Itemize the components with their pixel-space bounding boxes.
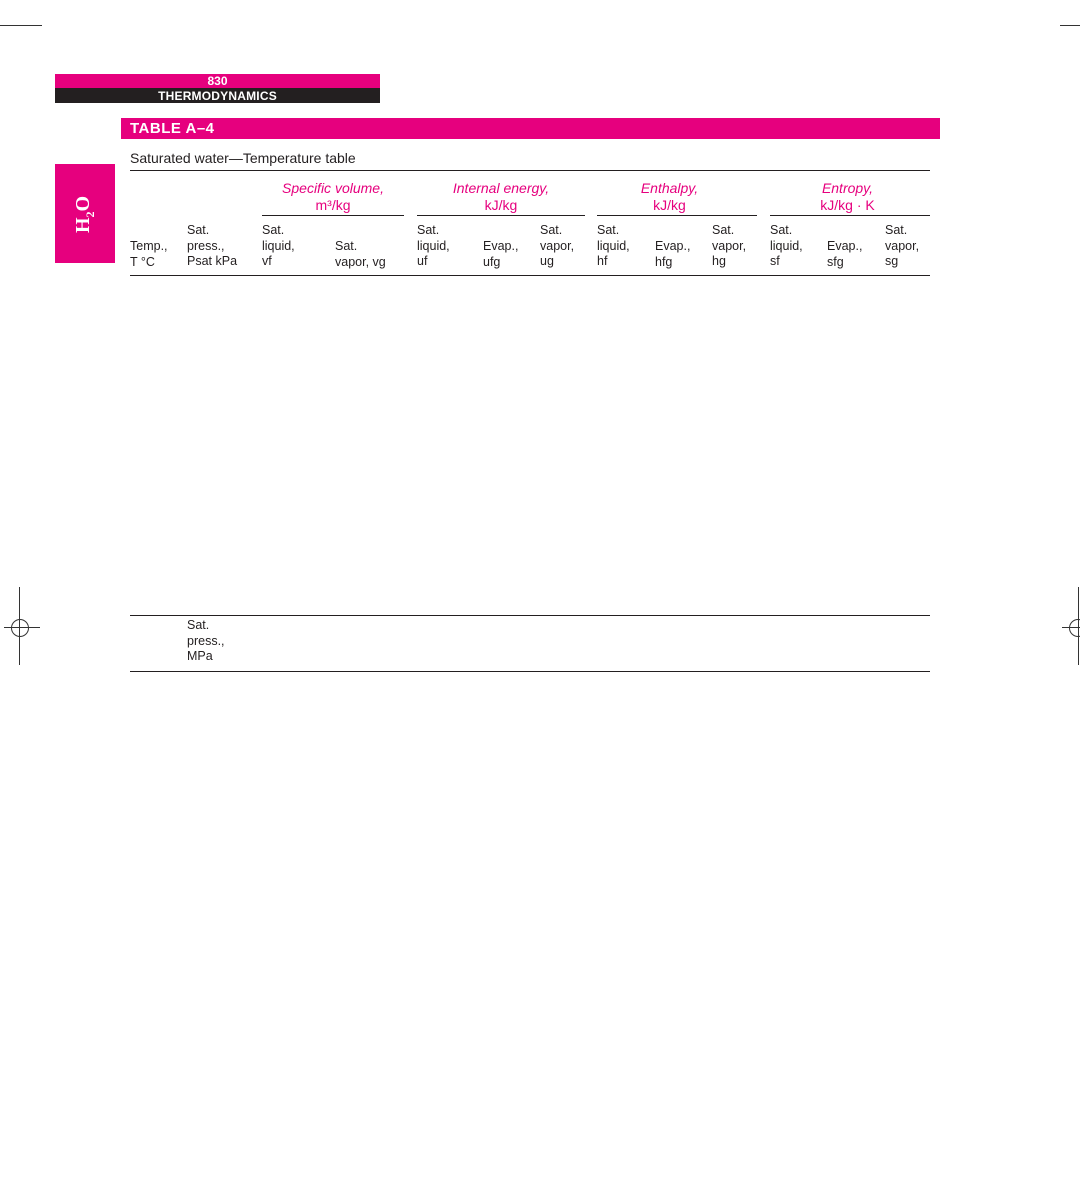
crop-mark-top-left	[0, 25, 42, 26]
crop-mark-top-right	[1060, 25, 1080, 26]
rule-header-bottom	[130, 275, 930, 276]
rule-top	[130, 170, 930, 171]
col-header-sfg: Evap., sfg	[827, 239, 863, 269]
col-header-hfg: Evap., hfg	[655, 239, 691, 269]
col-header-sf: Sat. liquid, sf	[770, 223, 803, 268]
page-number: 830	[55, 74, 380, 88]
table-title: TABLE A–4	[121, 118, 940, 139]
group-specific-volume: Specific volume, m³/kg	[282, 180, 384, 213]
rule-mpa-header-bottom	[130, 671, 930, 672]
rule-group-s	[770, 215, 930, 216]
col-header-vg: Sat. vapor, vg	[335, 239, 386, 269]
side-tab-label: $H_2O$	[72, 195, 97, 233]
col-header-temp: Temp., T °C	[130, 239, 168, 269]
col-header-hg: Sat. vapor, hg	[712, 223, 747, 268]
side-tab	[55, 164, 115, 263]
book-title: THERMODYNAMICS	[55, 88, 380, 103]
col-header-psat: Sat. press., Psat kPa	[187, 223, 238, 268]
table-subtitle: Saturated water—Temperature table	[130, 150, 356, 166]
rule-group-v	[262, 215, 404, 216]
col-header-vf: Sat. liquid, vf	[262, 223, 295, 268]
col-header-sg: Sat. vapor, sg	[885, 223, 920, 268]
crop-mark-left-circle	[11, 619, 29, 637]
col-header-ug: Sat. vapor, ug	[540, 223, 575, 268]
col-header-psat-mpa: Sat. press., MPa	[187, 618, 225, 663]
col-header-uf: Sat. liquid, uf	[417, 223, 450, 268]
group-entropy: Entropy, kJ/kg · K	[820, 180, 875, 213]
rule-kpa-bottom	[130, 615, 930, 616]
group-internal-energy: Internal energy, kJ/kg	[452, 180, 550, 213]
col-header-ufg: Evap., ufg	[483, 239, 519, 269]
rule-group-u	[417, 215, 585, 216]
crop-mark-right-circle	[1069, 619, 1080, 637]
col-header-hf: Sat. liquid, hf	[597, 223, 630, 268]
rule-group-h	[597, 215, 757, 216]
group-enthalpy: Enthalpy, kJ/kg	[640, 180, 699, 213]
